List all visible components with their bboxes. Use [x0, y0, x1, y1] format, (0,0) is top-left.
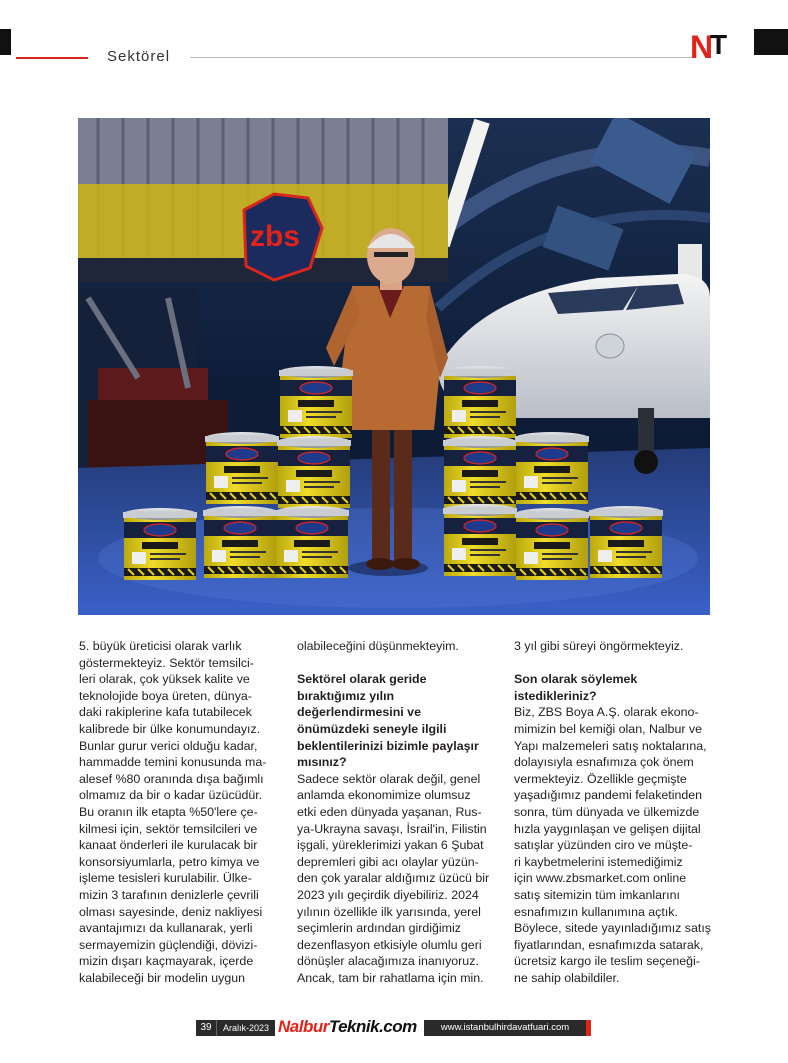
text-line: fiyatlarından, esnafımızda satarak,: [514, 937, 704, 952]
text-line: işgali, yüreklerimizi yakan 6 Şubat: [297, 838, 484, 853]
text-line: leri olarak, çok yüksek kalite ve: [79, 672, 250, 687]
text-line: yılının özellikle ilk yarısında, yerel: [297, 904, 481, 919]
article-column-3: [514, 638, 712, 986]
page-number: 39: [196, 1020, 216, 1036]
page-footer: [196, 1017, 592, 1036]
text-line: mizin dışarı kaçmayarak, içerde: [79, 954, 254, 969]
interview-question: [297, 671, 493, 771]
text-line: hızla yaygınlaşan ve gelişen dijital: [514, 821, 701, 836]
text-line: kalabileceği bir modelin uygun: [79, 970, 245, 985]
header-left-block: [0, 29, 11, 55]
text-line: depremleri gibi acı olaylar yüzün-: [297, 854, 479, 869]
text-line: dönüşler alacağımıza inanıyoruz.: [297, 954, 479, 969]
text-line: işleme tesisleri kurulabilir. Ülke-: [79, 871, 252, 886]
hangar-scene: [78, 118, 710, 615]
text-line: daki rakiplerine kafa tutabilecek: [79, 705, 252, 720]
text-line: satışlar yüzünden ciro ve müşte-: [514, 838, 693, 853]
question-line: Son olarak söylemek: [514, 672, 638, 687]
issue-date: Aralık-2023: [216, 1020, 275, 1036]
section-title: Sektörel: [107, 48, 171, 65]
text-line: seçimlerin ardından girdiğimiz: [297, 921, 461, 936]
text-line: kanaat önderleri ile kurulacak bir: [79, 838, 258, 853]
text-line: Sadece sektör olarak değil, genel: [297, 771, 481, 786]
text-line: 2023 yılı geçirdik diyebiliriz. 2024: [297, 887, 479, 902]
text-line: Bunlar gurur verici olduğu kadar,: [79, 738, 258, 753]
question-line: beklentilerinizi bizimle paylaşır: [297, 738, 479, 753]
text-line: için www.zbsmarket.com online: [514, 871, 687, 886]
article-column-2: [297, 638, 493, 986]
text-line: göstermekteyiz. Sektör temsilci-: [79, 655, 254, 670]
header-right-block: [754, 29, 788, 55]
text-line: kilmesi için, sektör temsilcileri ve: [79, 821, 258, 836]
text-line: ya-Ukrayna savaşı, İsrail'in, Filistin: [297, 821, 487, 836]
text-line: ücretsiz kargo ile teslim seçeneği-: [514, 954, 700, 969]
magazine-logo: [690, 28, 734, 62]
text-line: den çok yaralar aldığımız üzücü bir: [297, 871, 490, 886]
text-line: 5. büyük üreticisi olarak varlık: [79, 639, 242, 653]
footer-url[interactable]: www.istanbulhirdavatfuari.com: [424, 1020, 586, 1036]
zbs-sign: zbs: [250, 220, 301, 253]
text-line: kalibrede bir ülke konumundayız.: [79, 721, 261, 736]
text-line: dezenflasyon etkisiyle olumlu geri: [297, 937, 482, 952]
text-line: avantajımızı da kullanarak, yerli: [79, 921, 253, 936]
text-line: mimizin bel kemiği olan, Nalbur ve: [514, 721, 702, 736]
question-line: önümüzdeki seneyle ilgili: [297, 721, 447, 736]
text-line: yaşadığımız pandemi felaketinden: [514, 788, 703, 803]
text-line: ri kaybetmelerini istemediğimiz: [514, 854, 683, 869]
text-line: teknolojide boya üreten, dünya-: [79, 688, 252, 703]
header-red-rule: [16, 57, 88, 59]
text-line: anlamda ekonomimize olumsuz: [297, 788, 471, 803]
question-line: istedikleriniz?: [514, 688, 597, 703]
text-line: olmamız da bir o kadar üzücüdür.: [79, 788, 263, 803]
svg-text:N: N: [690, 29, 710, 62]
text-line: Biz, ZBS Boya A.Ş. olarak ekono-: [514, 705, 699, 720]
text-line: mizin 3 tarafının denizlerle çevrili: [79, 887, 259, 902]
article-column-1: [79, 638, 275, 986]
question-line: bıraktığımız yılın: [297, 688, 395, 703]
text-line: Bu oranın ilk etapta %50'lere çe-: [79, 804, 258, 819]
text-line: Yapı malzemeleri satış noktalarına,: [514, 738, 707, 753]
text-line: vermekteyiz. Özellikle geçmişte: [514, 771, 687, 786]
text-line: dolayısıyla esnafımıza çok önem: [514, 755, 694, 770]
question-line: Sektörel olarak geride: [297, 672, 427, 687]
text-line: Böylece, sitede yayınladığımız satış: [514, 921, 711, 936]
text-line: olabileceğini düşünmekteyim.: [297, 639, 459, 653]
text-line: ne sahip olabildiler.: [514, 970, 620, 985]
text-line: hammadde temini konusunda ma-: [79, 755, 267, 770]
text-line: olması sayesinde, deniz nakliyesi: [79, 904, 263, 919]
text-line: 3 yıl gibi süreyi öngörmekteyiz.: [514, 639, 684, 653]
feature-photo: [78, 118, 710, 615]
text-line: sermayemizin güçlendiği, dövizi-: [79, 937, 258, 952]
brand-part-2: Teknik.com: [328, 1017, 417, 1036]
brand-part-1: Nalbur: [278, 1017, 329, 1036]
footer-red-tab: [586, 1020, 591, 1036]
header-gray-rule: [190, 57, 692, 58]
text-line: konsorsiyumlarla, petro kimya ve: [79, 854, 260, 869]
question-line: değerlendirmesini ve: [297, 705, 421, 720]
footer-brand: [278, 1017, 417, 1037]
text-line: alesef %80 oranında dışa bağımlı: [79, 771, 264, 786]
text-line: esnafımızın kullanımına açtık.: [514, 904, 678, 919]
text-line: satış sitemizin tüm imkanlarını: [514, 887, 680, 902]
text-line: sonra, tüm dünyada ve ülkemizde: [514, 804, 700, 819]
interview-question: [514, 671, 712, 704]
question-line: mısınız?: [297, 755, 347, 770]
text-line: etki eden dünyada yaşanan, Rus-: [297, 804, 482, 819]
text-line: Ancak, tam bir rahatlama için min.: [297, 970, 484, 985]
svg-text:T: T: [710, 29, 728, 60]
